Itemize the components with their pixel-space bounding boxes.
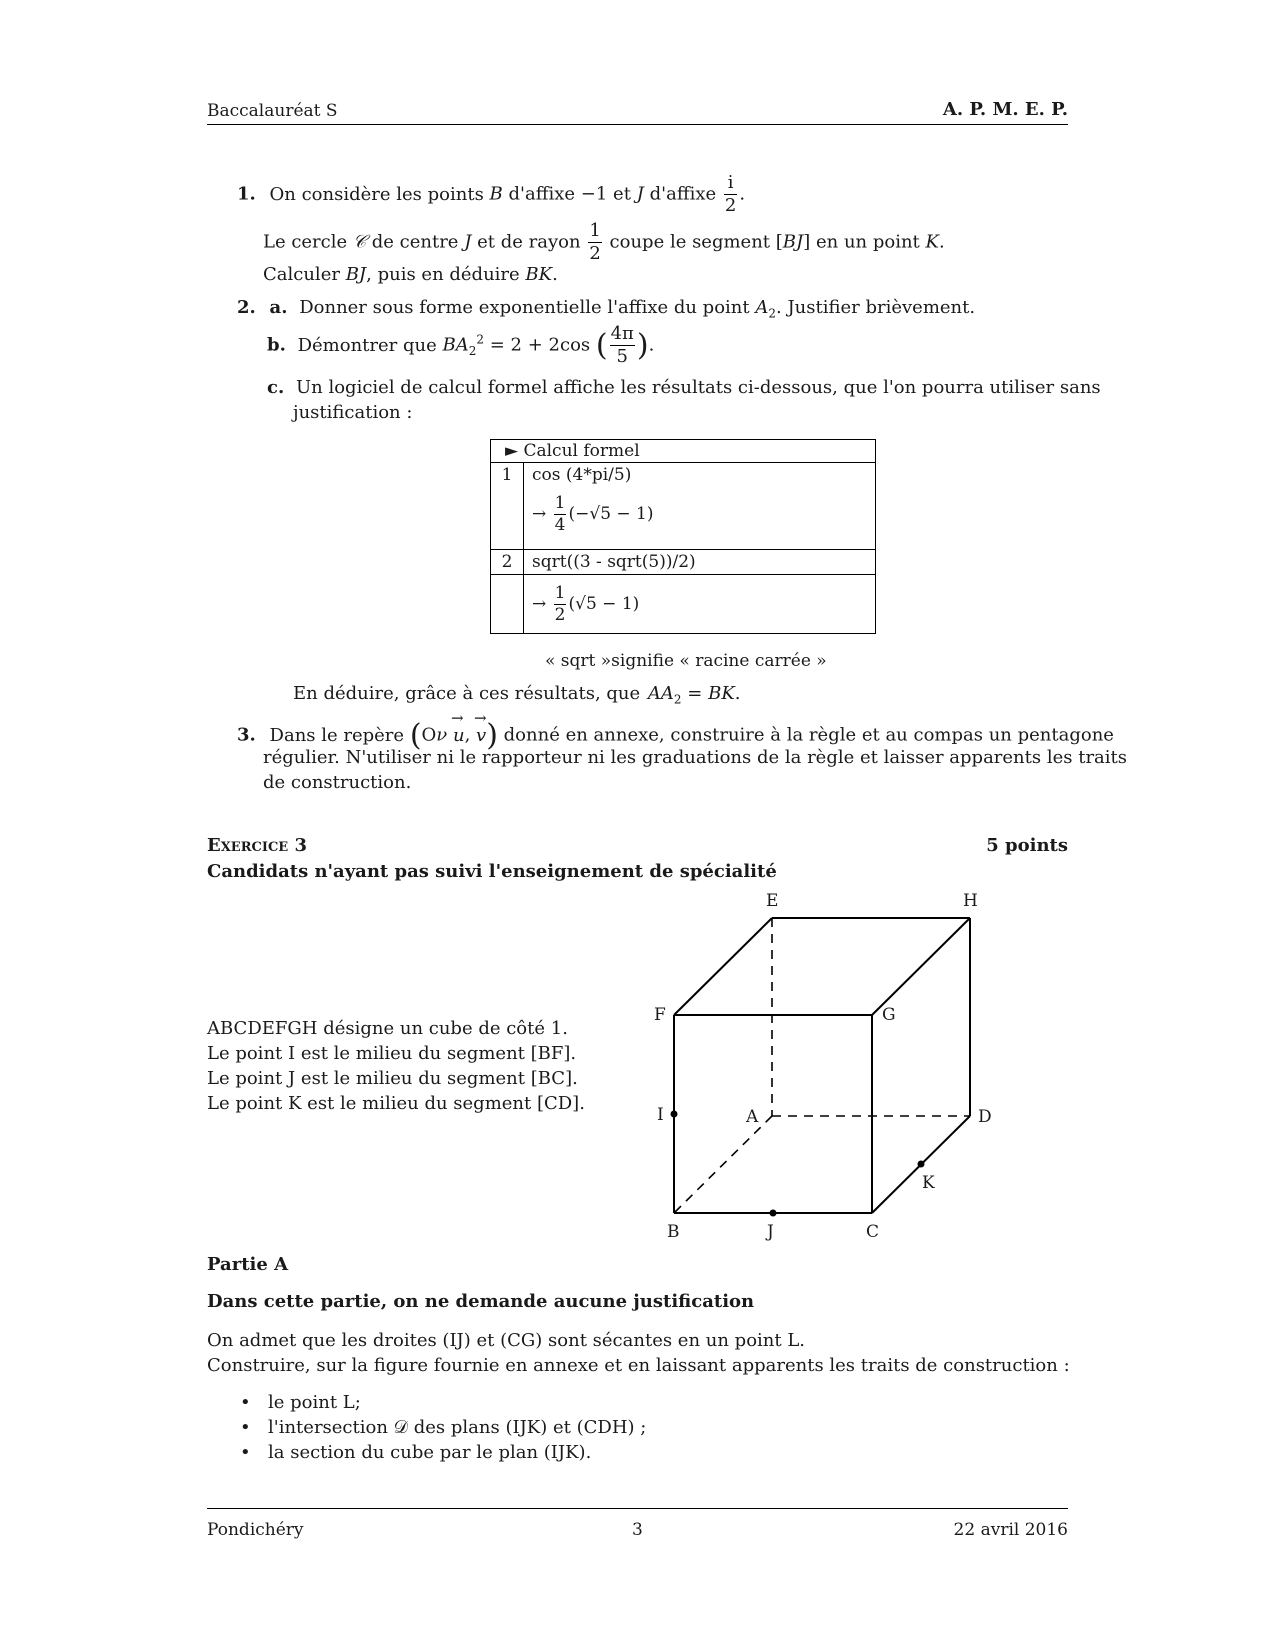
- cube-desc-4: Le point K est le milieu du segment [CD].: [207, 1093, 585, 1114]
- header-right: A. P. M. E. P.: [942, 99, 1068, 120]
- row2-output: → $\frac{1}{2}$ (√5 − 1): [524, 575, 876, 634]
- label-E: E: [766, 891, 779, 911]
- label-J: J: [767, 1222, 774, 1242]
- fraction-radius: $\frac{1}{2}$: [589, 220, 601, 264]
- point-K: [918, 1161, 925, 1168]
- label-F: F: [654, 1005, 666, 1025]
- cube-desc-1: ABCDEFGH désigne un cube de côté 1.: [207, 1018, 568, 1039]
- q2c-line1: c. Un logiciel de calcul formel affiche les résultats ci-dessous, que l'on pourra utiliser sans: [267, 377, 1101, 398]
- q3-line3: de construction.: [263, 772, 412, 793]
- label-C: C: [866, 1222, 880, 1242]
- footer-date: 22 avril 2016: [953, 1520, 1068, 1540]
- point-J: [770, 1210, 777, 1217]
- cube-figure: [640, 880, 1020, 1250]
- q1-line3: Calculer BJ, puis en déduire BK.: [263, 264, 558, 285]
- partA-bullets: [240, 1392, 646, 1467]
- row2-input: sqrt((3 - sqrt(5))/2): [524, 550, 876, 575]
- edge-AB: [674, 1116, 772, 1213]
- footer-left: Pondichéry: [207, 1520, 304, 1540]
- label-A: A: [746, 1107, 759, 1127]
- fraction-i-over-2: $\frac{i}{2}$: [724, 172, 737, 216]
- q1-line1: 1. On considère les points B d'affixe −1 et J d'affixe $\frac{i}{2}$ .: [237, 172, 746, 216]
- edge-GH: [872, 918, 970, 1015]
- exercise-points: 5 points: [986, 835, 1068, 856]
- point-I: [671, 1111, 678, 1118]
- q2-deduce: En déduire, grâce à ces résultats, que $AA_2$ = BK.: [293, 683, 741, 707]
- footer-rule: [207, 1508, 1068, 1509]
- label-I: I: [657, 1105, 664, 1125]
- row1-input: cos (4*pi/5): [532, 465, 632, 485]
- q2b-line: b. Démontrer que $BA_2^2 = 2 + 2\cos$ ( $\frac{4\pi}{5}$ ).: [267, 323, 655, 367]
- calcul-formel-table: [490, 439, 876, 634]
- label-H: H: [963, 891, 978, 911]
- cube-desc-3: Le point J est le milieu du segment [BC].: [207, 1068, 578, 1089]
- label-K: K: [922, 1173, 935, 1193]
- exercise-subtitle: Candidats n'ayant pas suivi l'enseignement de spécialité: [207, 861, 777, 882]
- label-D: D: [978, 1107, 992, 1127]
- list-item: • la section du cube par le plan (IJK).: [240, 1442, 646, 1467]
- cube-desc-2: Le point I est le milieu du segment [BF].: [207, 1043, 577, 1064]
- q3-line2: régulier. N'utiliser ni le rapporteur ni les graduations de la règle et laisser apparents les traits: [263, 747, 1128, 768]
- row1-index: 1: [491, 463, 524, 550]
- row2-index: 2: [491, 550, 524, 575]
- row1-output: → $\frac{1}{4}$ (−√5 − 1): [532, 493, 654, 535]
- table-caption: « sqrt »signifie « racine carrée »: [545, 651, 827, 671]
- partA-line2: Construire, sur la figure fournie en annexe et en laissant apparents les traits de construction :: [207, 1355, 1070, 1376]
- table-title: ► Calcul formel: [491, 440, 876, 463]
- partA-title: Partie A: [207, 1254, 289, 1275]
- edge-FE: [674, 918, 772, 1015]
- partA-subtitle: Dans cette partie, on ne demande aucune justification: [207, 1291, 755, 1312]
- exercise-title: Exercice 3: [207, 835, 307, 856]
- q2c-line2: justification :: [293, 402, 413, 423]
- partA-line1: On admet que les droites (IJ) et (CG) sont sécantes en un point L.: [207, 1330, 806, 1351]
- header-left: Baccalauréat S: [207, 101, 338, 121]
- label-G: G: [882, 1005, 896, 1025]
- header-rule: [207, 124, 1068, 125]
- page-number: 3: [632, 1520, 643, 1540]
- q1-line2: Le cercle 𝒞 de centre J et de rayon $\frac{1}{2}$ coupe le segment [BJ] en un point K.: [263, 220, 945, 264]
- list-item: • l'intersection 𝒟 des plans (IJK) et (CDH) ;: [240, 1417, 646, 1442]
- q2a-line: 2. a. Donner sous forme exponentielle l'affixe du point $A_2$. Justifier brièvement.: [237, 297, 976, 321]
- label-B: B: [667, 1222, 680, 1242]
- list-item: • le point L;: [240, 1392, 646, 1417]
- q3-line1: 3. Dans le repère (Oν → u, → v) donné en annexe, construire à la règle et au compas un pentagone: [237, 718, 1114, 753]
- row1-content: [524, 463, 876, 550]
- fraction-4pi-over-5: $\frac{4\pi}{5}$: [610, 323, 634, 367]
